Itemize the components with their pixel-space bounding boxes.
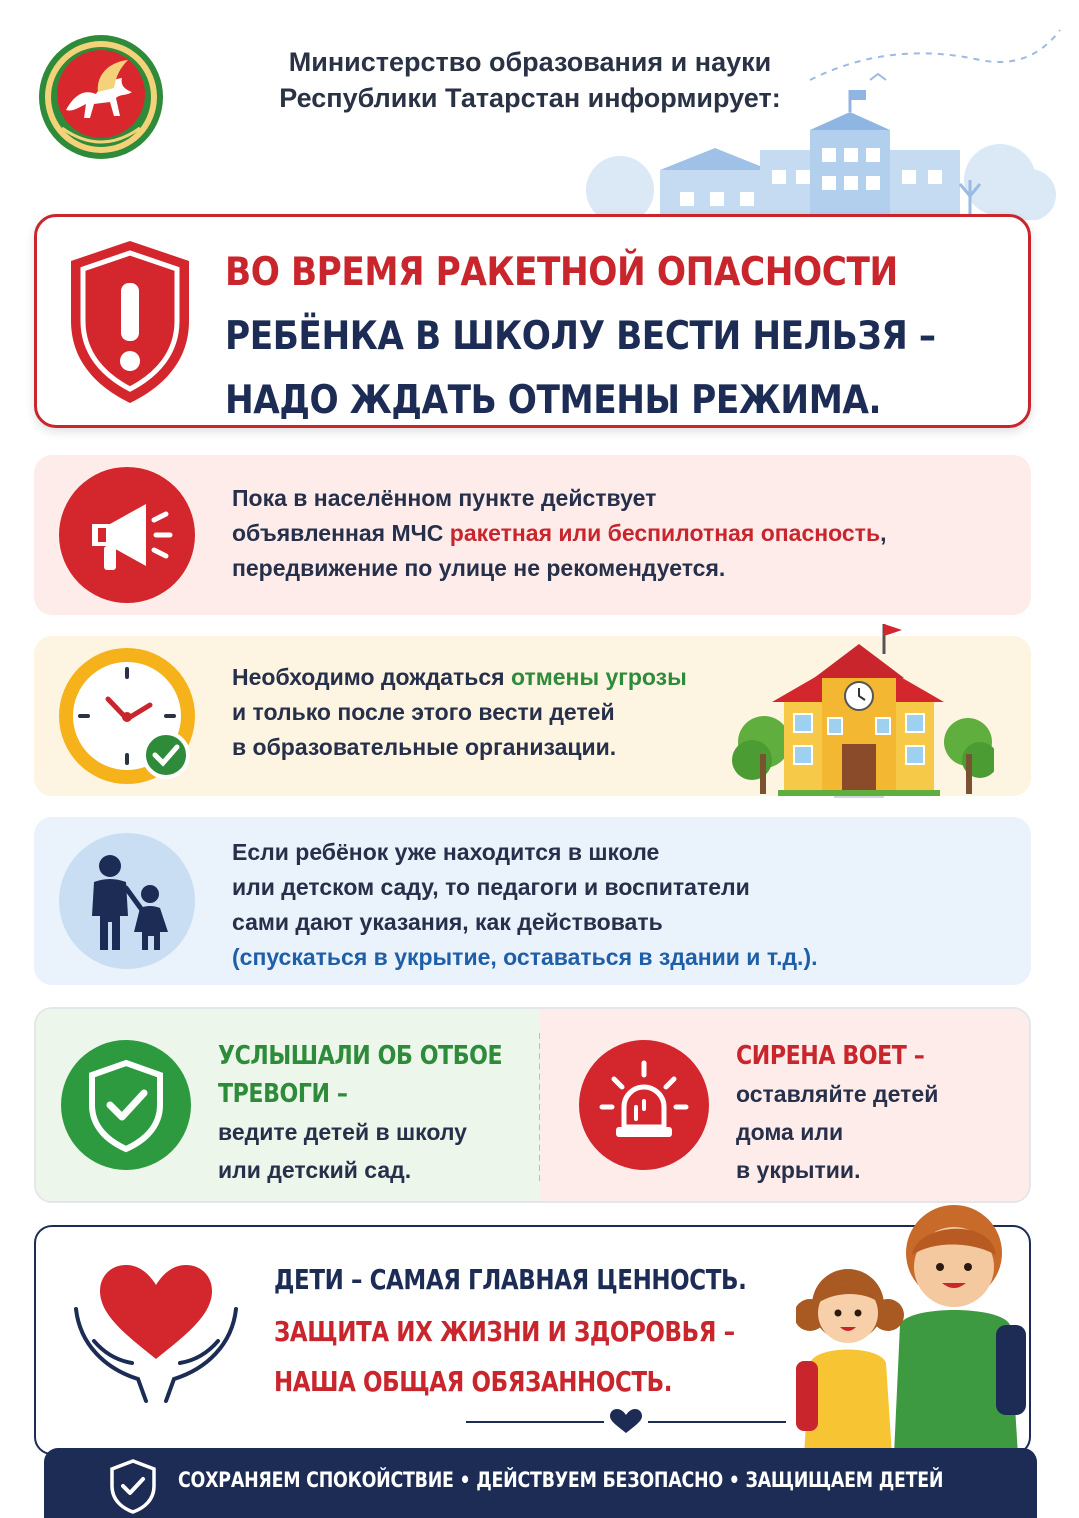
siren-panel — [540, 1009, 1031, 1203]
header — [0, 0, 1079, 210]
siren-line1: оставляйте детей — [736, 1081, 939, 1107]
alert-line1: ВО ВРЕМЯ РАКЕТНОЙ ОПАСНОСТИ — [225, 250, 898, 295]
wait-line3: в образовательные организации. — [232, 734, 617, 760]
school-text — [232, 835, 932, 975]
danger-line1: Пока в населённом пункте действует — [232, 485, 657, 511]
alert-line2: РЕБЁНКА В ШКОЛУ ВЕСТИ НЕЛЬЗЯ – — [225, 314, 936, 359]
school-skyline-illustration — [560, 20, 1070, 220]
value-line3: НАША ОБЩАЯ ОБЯЗАННОСТЬ. — [274, 1365, 673, 1398]
all-clear-head2: ТРЕВОГИ – — [218, 1079, 348, 1109]
school-building-illustration — [724, 614, 994, 806]
siren-head1: СИРЕНА ВОЕТ – — [736, 1041, 925, 1071]
wait-text — [232, 660, 792, 765]
value-line1: ДЕТИ – САМАЯ ГЛАВНАЯ ЦЕННОСТЬ. — [274, 1263, 747, 1296]
school-line3: сами дают указания, как действовать — [232, 909, 663, 935]
split-panel — [34, 1007, 1031, 1203]
children-value-panel — [34, 1225, 1031, 1455]
danger-line2 — [232, 516, 992, 551]
children-value-text — [274, 1255, 834, 1407]
siren-text — [736, 1037, 1026, 1189]
header-line2: Республики Татарстан информирует: — [279, 83, 781, 113]
all-clear-panel — [36, 1009, 540, 1203]
alert-text — [225, 241, 1015, 433]
warning-shield-icon — [65, 237, 195, 407]
school-line1: Если ребёнок уже находится в школе — [232, 839, 660, 865]
siren-icon — [578, 1039, 710, 1171]
tatarstan-emblem-icon — [36, 32, 166, 162]
danger-line2-post: , — [880, 520, 887, 546]
megaphone-icon — [58, 466, 196, 604]
alert-line3: НАДО ЖДАТЬ ОТМЕНЫ РЕЖИМА. — [225, 378, 882, 423]
info-card-danger — [34, 455, 1031, 615]
shield-check-icon — [108, 1458, 158, 1514]
info-card-wait — [34, 636, 1031, 796]
footer-bar — [44, 1448, 1037, 1518]
all-clear-line2: или детский сад. — [218, 1157, 412, 1183]
wait-line2: и только после этого вести детей — [232, 699, 615, 725]
danger-line2-pre: объявленная МЧС — [232, 520, 450, 546]
all-clear-text — [218, 1037, 528, 1189]
footer-slogan: СОХРАНЯЕМ СПОКОЙСТВИЕ • ДЕЙСТВУЕМ БЕЗОПАСНО • ЗАЩИЩАЕМ ДЕТЕЙ — [178, 1468, 944, 1492]
clock-check-icon — [58, 647, 196, 785]
info-card-school — [34, 817, 1031, 985]
danger-text — [232, 481, 992, 586]
siren-line3: в укрытии. — [736, 1157, 861, 1183]
value-line2: ЗАЩИТА ИХ ЖИЗНИ И ЗДОРОВЬЯ – — [274, 1315, 735, 1348]
siren-line2: дома или — [736, 1119, 844, 1145]
heart-divider-icon — [466, 1407, 786, 1437]
all-clear-head1: УСЛЫШАЛИ ОБ ОТБОЕ — [218, 1041, 503, 1071]
all-clear-line1: ведите детей в школу — [218, 1119, 467, 1145]
heart-hands-icon — [66, 1249, 246, 1409]
school-line2: или детском саду, то педагоги и воспитатели — [232, 874, 750, 900]
danger-line3: передвижение по улице не рекомендуется. — [232, 555, 726, 581]
header-line1: Министерство образования и науки — [288, 47, 772, 77]
wait-line1-pre: Необходимо дождаться — [232, 664, 511, 690]
wait-highlight: отмены угрозы — [511, 664, 687, 690]
school-line4: (спускаться в укрытие, оставаться в здании и т.д.). — [232, 944, 818, 970]
parent-child-icon — [58, 832, 196, 970]
alert-banner — [34, 214, 1031, 428]
children-illustration — [796, 1195, 1032, 1455]
shield-check-icon — [60, 1039, 192, 1171]
danger-highlight: ракетная или беспилотная опасность — [449, 520, 881, 546]
wait-line1 — [232, 660, 792, 695]
